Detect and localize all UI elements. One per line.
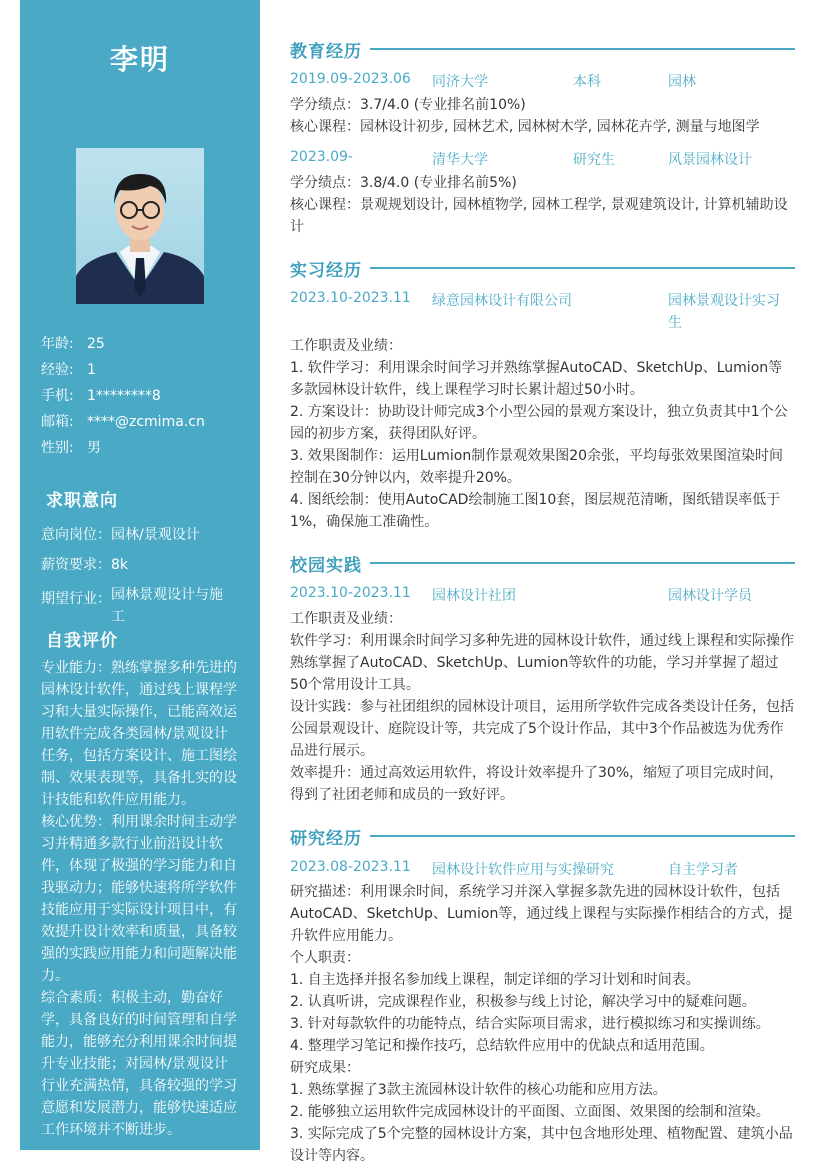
info-label: 邮箱: <box>41 414 74 430</box>
detail-line: 工作职责及业绩： <box>290 338 402 354</box>
entry-role: 园林景观设计实习生 <box>668 293 780 331</box>
info-experience <box>41 360 251 386</box>
intent-industry-label: 期望行业： <box>41 591 111 607</box>
detail-line: 4. 图纸绘制：使用AutoCAD绘制施工图10套，图层规范清晰，图纸错误率低于1%，确保施工准确性。 <box>290 492 781 530</box>
profile-photo <box>76 148 204 304</box>
entry-date: 2019.09-2023.06 <box>290 71 411 87</box>
entry-company: 绿意园林设计有限公司 <box>432 293 572 309</box>
entry-date: 2023.09- <box>290 149 353 165</box>
research-entry <box>290 859 795 881</box>
detail-line: 设计实践：参与社团组织的园林设计项目，运用所学软件完成各类设计任务，包括公园景观设计、庭院设计等，共完成了5个设计作品，其中3个作品被选为优秀作品进行展示。 <box>290 699 794 759</box>
education-header <box>290 37 795 61</box>
detail-line: 2. 认真听讲，完成课程作业，积极参与线上讨论，解决学习中的疑难问题。 <box>290 994 756 1010</box>
info-label: 经验: <box>41 362 74 378</box>
research-title: 研究经历 <box>290 828 362 849</box>
info-value: ****@zcmima.cn <box>87 414 205 430</box>
detail-line: 工作职责及业绩： <box>290 611 402 627</box>
section-divider <box>370 267 795 269</box>
intent-position: 意向岗位：园林/景观设计 <box>41 527 200 543</box>
detail-line: 核心课程：园林设计初步, 园林艺术, 园林树木学, 园林花卉学, 测量与地图学 <box>290 119 760 135</box>
entry-role: 园林设计学员 <box>668 588 752 604</box>
internship-title: 实习经历 <box>290 260 362 281</box>
detail-line: 3. 效果图制作：运用Lumion制作景观效果图20余张，平均每张效果图渲染时间控制在30分钟以内，效率提升20%。 <box>290 448 784 486</box>
detail-line: 研究成果： <box>290 1060 360 1076</box>
entry-role: 自主学习者 <box>668 862 738 878</box>
sidebar <box>20 0 260 1150</box>
info-label: 性别: <box>41 440 74 456</box>
detail-line: 3. 针对每款软件的功能特点，结合实际项目需求，进行模拟练习和实操训练。 <box>290 1016 770 1032</box>
research-header <box>290 824 795 848</box>
info-email <box>41 412 251 438</box>
entry-major: 风景园林设计 <box>668 152 752 168</box>
detail-line: 3. 实际完成了5个完整的园林设计方案，其中包含地形处理、植物配置、建筑小品设计等内容。 <box>290 1126 793 1164</box>
section-divider <box>370 562 795 564</box>
education-title: 教育经历 <box>290 41 362 62</box>
self-evaluation-paragraph: 综合素质：积极主动，勤奋好学，具备良好的时间管理和自学能力，能够充分利用课余时间提升专业技能；对园林/景观设计行业充满热情，具备较强的学习意愿和发展潜力，能够快速适应工作环境并不断进步。 <box>41 990 237 1138</box>
section-divider <box>370 48 795 50</box>
info-label: 年龄: <box>41 336 74 352</box>
internship-details <box>290 335 795 533</box>
entry-major: 园林 <box>668 74 696 90</box>
detail-line: 核心课程：景观规划设计, 园林植物学, 园林工程学, 景观建筑设计, 计算机辅助设计 <box>290 197 788 235</box>
intent-salary: 薪资要求：8k <box>41 557 129 573</box>
education-entry-2 <box>290 149 795 171</box>
detail-line: 2. 能够独立运用软件完成园林设计的平面图、立面图、效果图的绘制和渲染。 <box>290 1104 770 1120</box>
basic-info <box>41 334 251 464</box>
detail-line: 软件学习：利用课余时间学习多种先进的园林设计软件，通过线上课程和实际操作熟练掌握了AutoCAD、SketchUp、Lumion等软件的功能，学习并掌握了超过50个常用设计工具。 <box>290 633 794 693</box>
intent-industry <box>41 584 251 628</box>
education-details-1 <box>290 94 795 138</box>
detail-line: 学分绩点：3.8/4.0 (专业排名前5%) <box>290 175 517 191</box>
info-phone <box>41 386 251 412</box>
internship-entry <box>290 290 795 334</box>
entry-date: 2023.10-2023.11 <box>290 585 411 601</box>
entry-date: 2023.08-2023.11 <box>290 859 411 875</box>
info-value: 1 <box>87 362 96 378</box>
info-label: 手机: <box>41 388 74 404</box>
detail-line: 个人职责： <box>290 950 360 966</box>
detail-line: 研究描述：利用课余时间，系统学习并深入掌握多款先进的园林设计软件，包括AutoCAD、SketchUp、Lumion等，通过线上课程与实际操作相结合的方式，提升软件应用能力。 <box>290 884 793 944</box>
info-value: 1********8 <box>87 388 161 404</box>
detail-line: 1. 软件学习：利用课余时间学习并熟练掌握AutoCAD、SketchUp、Lumion等多款园林设计软件，线上课程学习时长累计超过50小时。 <box>290 360 783 398</box>
research-details <box>290 881 795 1167</box>
entry-project: 园林设计软件应用与实操研究 <box>432 862 614 878</box>
self-evaluation-paragraph: 专业能力：熟练掌握多种先进的园林设计软件，通过线上课程学习和大量实际操作，已能高效运用软件完成各类园林/景观设计任务，包括方案设计、施工图绘制、效果表现等，具备扎实的设计技能和软件应用能力。 <box>41 660 237 808</box>
detail-line: 4. 整理学习笔记和操作技巧，总结软件应用中的优缺点和适用范围。 <box>290 1038 714 1054</box>
detail-line: 效率提升：通过高效运用软件，将设计效率提升了30%，缩短了项目完成时间，得到了社团老师和成员的一致好评。 <box>290 765 784 803</box>
info-value: 男 <box>87 440 101 456</box>
entry-organization: 园林设计社团 <box>432 588 516 604</box>
entry-school: 清华大学 <box>432 152 488 168</box>
internship-header <box>290 256 795 280</box>
intent-industry-value: 园林景观设计与施工 <box>111 587 223 625</box>
campus-entry <box>290 585 795 607</box>
self-evaluation <box>41 657 241 1141</box>
candidate-name: 李明 <box>109 43 170 76</box>
education-details-2 <box>290 172 795 238</box>
detail-line: 1. 自主选择并报名参加线上课程，制定详细的学习计划和时间表。 <box>290 972 700 988</box>
entry-date: 2023.10-2023.11 <box>290 290 411 306</box>
self-evaluation-heading: 自我评价 <box>46 631 118 651</box>
entry-degree: 研究生 <box>573 152 615 168</box>
intent-heading: 求职意向 <box>46 491 118 511</box>
detail-line: 1. 熟练掌握了3款主流园林设计软件的核心功能和应用方法。 <box>290 1082 667 1098</box>
entry-degree: 本科 <box>573 74 601 90</box>
info-value: 25 <box>87 336 105 352</box>
campus-header <box>290 551 795 575</box>
detail-line: 2. 方案设计：协助设计师完成3个小型公园的景观方案设计，独立负责其中1个公园的初步方案，获得团队好评。 <box>290 404 788 442</box>
campus-details <box>290 608 795 806</box>
education-entry-1 <box>290 71 795 93</box>
section-divider <box>370 835 795 837</box>
self-evaluation-paragraph: 核心优势：利用课余时间主动学习并精通多款行业前沿设计软件，体现了极强的学习能力和自我驱动力；能够快速将所学软件技能应用于实际设计项目中，有效提升设计效率和质量，具备较强的实践应用能力和问题解决能力。 <box>41 814 237 984</box>
info-age <box>41 334 251 360</box>
profile-photo-illustration <box>76 148 204 304</box>
entry-school: 同济大学 <box>432 74 488 90</box>
info-gender <box>41 438 251 464</box>
detail-line: 学分绩点：3.7/4.0 (专业排名前10%) <box>290 97 526 113</box>
campus-title: 校园实践 <box>290 555 362 576</box>
